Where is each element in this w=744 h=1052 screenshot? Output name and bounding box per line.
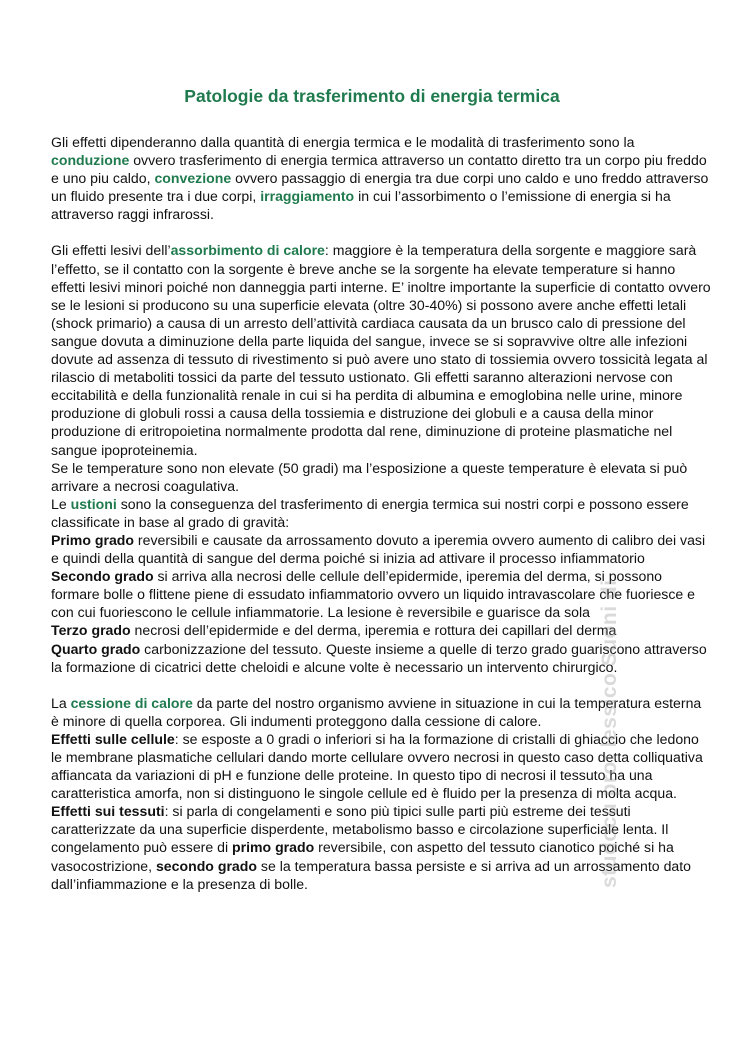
term-assorbimento-di-calore: assorbimento di calore [170, 242, 325, 259]
label-effetti-sui-tessuti: Effetti sui tessuti [51, 803, 165, 820]
label-secondo-grado: Secondo grado [51, 568, 154, 585]
paragraph-coagulative-necrosis: Se le temperature sono non elevate (50 gradi) ma l’esposizione a queste temperature è elevata si può arrivare a necrosi coagulativa. [51, 459, 688, 494]
page-title: Patologie da trasferimento di energia termica [184, 86, 560, 106]
paragraph-effects-tissues: Effetti sui tessuti: si parla di congelamenti e sono più tipici sulle parti più estreme dei tessuti caratterizzate da una superficie disperdente, metabolismo basso e circolazione superficiale lenta. Il congelamento può essere di primo grado reversibile, con aspetto del tessuto cianotico poiché si ha vasocostrizione, secondo grado se la temperatura bassa persiste e si arriva ad un arrossamento dato dall’infiammazione e la presenza di bolle. [51, 803, 691, 892]
term-conduzione: conduzione [51, 152, 130, 169]
burn-third-degree: Terzo grado necrosi dell’epidermide e del derma, iperemia e rottura dei capillari del derma [51, 622, 617, 639]
paragraph-burns: Le ustioni sono la conseguenza del trasferimento di energia termica sui nostri corpi e possono essere classificate in base al grado di gravità: [51, 495, 689, 530]
burn-first-degree: Primo grado reversibili e causate da arrossamento dovuto a iperemia ovvero aumento di calibro dei vasi e quindi della quantità di sangue del derma poiché si inizia ad attivare il processo infiammatorio [51, 531, 706, 567]
document-body [51, 133, 711, 893]
label-primo-grado: Primo grado [51, 531, 135, 548]
label-primo-grado: primo grado [232, 839, 315, 856]
label-secondo-grado: secondo grado [155, 857, 257, 874]
watermark: studocu pro: lessico Suoni di [598, 579, 621, 888]
paragraph-heat-transfer: Gli effetti dipenderanno dalla quantità di energia termica e le modalità di trasferimento sono la conduzione ovvero trasferimento di energia termica attraverso un contatto diretto tra un corpo piu freddo e uno piu caldo, convezione ovvero passaggio di energia tra due corpi uno caldo e uno freddo attraverso un fluido presente tra i due corpi, irraggiamento in cui l’assorbimento o l’emissione di energia si ha attraverso raggi infrarossi. [51, 134, 709, 223]
term-ustioni: ustioni [70, 495, 117, 512]
label-terzo-grado: Terzo grado [51, 622, 131, 639]
paragraph-effects-cells: Effetti sulle cellule: se esposte a 0 gradi o inferiori si ha la formazione di cristalli di ghiaccio che ledono le membrane plasmatiche cellulari dando morte cellulare ovvero necrosi in questo caso detta colliquativa affiancata da variazioni di pH e funzione delle proteine. In questo tipo di necrosi il tessuto ha una caratteristica amorfa, non si distinguono le singole cellule ed è fluido per la presenza di molta acqua. [51, 730, 703, 802]
term-cessione-di-calore: cessione di calore [70, 694, 193, 711]
term-convezione: convezione [154, 170, 232, 187]
label-quarto-grado: Quarto grado [51, 640, 141, 657]
paragraph-heat-absorption: Gli effetti lesivi dell’assorbimento di calore: maggiore è la temperatura della sorgente e maggiore sarà l’effetto, se il contatto con la sorgente è breve anche se la sorgente ha elevate temperature si hanno effetti lesivi minori poiché non danneggia parti interne. E’ inoltre importante la superficie di contatto ovvero se le lesioni si producono su una superficie elevata (oltre 30-40%) si possono avere anche effetti letali (shock primario) a causa di un arresto dell’attività cardiaca causata da un brusco calo di pressione del sangue dovuta a diminuzione della parte liquida del sangue, invece se si sopravvive oltre alle infezioni dovute ad assenza di tessuto di rivestimento si può avere uno stato di tossiemia ovvero tossicità legata al rilascio di metaboliti tossici da parte del tessuto ustionato. Gli effetti saranno alterazioni nervose con eccitabilità e della funzionalità renale in cui si ha perdita di albumina e emoglobina nelle urine, minore produzione di globuli rossi a causa della tossiemia e distruzione dei globuli e a causa della minor produzione di eritropoietina normalmente prodotta dal rene, diminuzione di proteine plasmatiche nel sangue ipoproteinemia. [51, 242, 711, 458]
paragraph-gap [51, 676, 711, 694]
term-irraggiamento: irraggiamento [260, 188, 355, 205]
paragraph-gap [51, 223, 711, 241]
label-effetti-sulle-cellule: Effetti sulle cellule [51, 730, 175, 747]
burn-second-degree: Secondo grado si arriva alla necrosi delle cellule dell’epidermide, iperemia del derma, si possono formare bolle o flittene piene di essudato infiammatorio ovvero un liquido intravascolare che fuoriesce e con cui fuoriescono le cellule infiammatorie. La lesione è reversibile e guarisce da sola [51, 568, 695, 621]
burn-fourth-degree: Quarto grado carbonizzazione del tessuto. Queste insieme a quelle di terzo grado guariscono attraverso la formazione di cicatrici dette cheloidi e alcune volte è necessario un intervento chirurgico. [51, 640, 707, 675]
paragraph-heat-loss: La cessione di calore da parte del nostro organismo avviene in situazione in cui la temperatura esterna è minore di quella corporea. Gli indumenti proteggono dalla cessione di calore. [51, 694, 702, 729]
